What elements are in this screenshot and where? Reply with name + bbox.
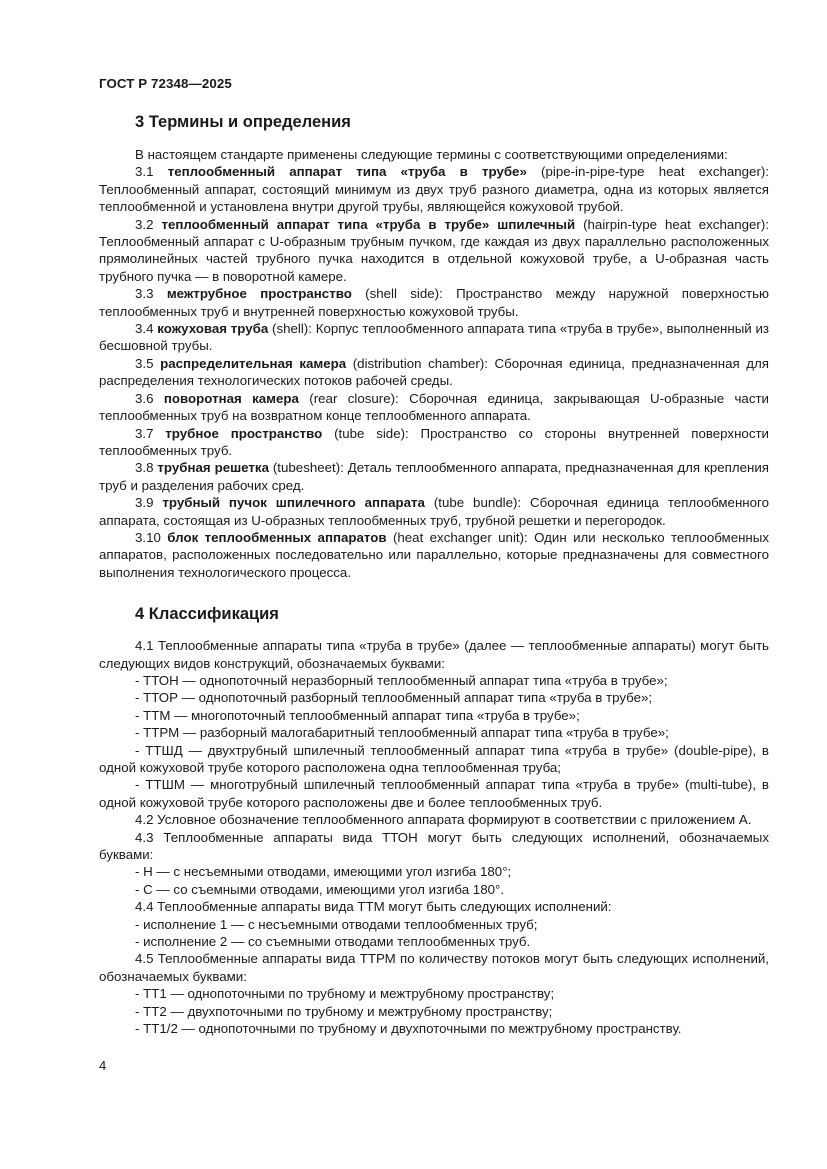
term-number: 3.4	[135, 321, 154, 337]
term-number: 3.5	[135, 355, 154, 371]
page-content	[99, 110, 769, 1038]
list-item: - С — со съемными отводами, имеющими угол изгиба 180°.	[135, 881, 505, 897]
term-number: 3.9	[135, 495, 154, 511]
term-number: 3.8	[135, 460, 154, 476]
term-definition	[99, 216, 769, 286]
term-text: (pipe-in-pipe-type heat exchanger): Теплообменный аппарат, состоящий минимум из двух труб разного диаметра, одна из которых является теплообменной и установлена внутри другой трубы, являющейся кожуховой трубой.	[99, 164, 769, 215]
term-number: 3.1	[135, 164, 154, 180]
term-definition	[99, 390, 769, 425]
ttm-variants-list	[99, 916, 769, 951]
construction-types-list	[99, 672, 769, 811]
page-number: 4	[99, 1058, 107, 1073]
term-definition	[99, 355, 769, 390]
section-4-title: 4 Классификация	[135, 605, 279, 624]
term-definition	[99, 285, 769, 320]
term-name: теплообменный аппарат типа «труба в трубе» шпилечный	[161, 216, 576, 232]
term-name: теплообменный аппарат типа «труба в трубе»	[167, 164, 527, 180]
term-definition	[99, 320, 769, 355]
section-3-title: 3 Термины и определения	[135, 113, 351, 131]
term-name: поворотная камера	[163, 390, 299, 406]
term-name: трубный пучок шпилечного аппарата	[162, 495, 425, 511]
term-text: (hairpin-type heat exchanger): Теплообменный аппарат с U-образным трубным пучком, где каждая из двух параллельно расположенных прямолинейных частей трубного пучка находится в отдельной кожуховой трубе, а U-образная часть трубного пучка — в поворотной камере.	[99, 216, 769, 284]
term-name: трубное пространство	[165, 425, 323, 441]
list-item: - ТТШД — двухтрубный шпилечный теплообменный аппарат типа «труба в трубе» (double-pipe), в одной кожуховой трубе которого расположена одна теплообменная труба;	[99, 742, 769, 775]
term-text: (shell): Корпус теплообменного аппарата типа «труба в трубе», выполненный из бесшовной трубы.	[99, 321, 769, 354]
term-definition	[99, 163, 769, 215]
clause-4-4: 4.4 Теплообменные аппараты вида ТТМ могут быть следующих исполнений:	[135, 899, 612, 915]
term-text: (heat exchanger unit): Один или несколько теплообменных аппаратов, расположенных последовательно или параллельно, которые предназначены для совместного выполнения технологического процесса.	[99, 529, 769, 580]
term-number: 3.10	[135, 529, 161, 545]
term-name: распределительная камера	[160, 355, 347, 371]
list-item: - ТТ1/2 — однопоточными по трубному и двухпоточными по межтрубному пространству.	[135, 1021, 682, 1037]
clause-4-5: 4.5 Теплообменные аппараты вида ТТРМ по количеству потоков могут быть следующих исполнений, обозначаемых буквами:	[99, 951, 769, 984]
list-item: - ТТОР — однопоточный разборный теплообменный аппарат типа «труба в трубе»;	[135, 690, 653, 706]
list-item: - исполнение 2 — со съемными отводами теплообменных труб.	[135, 934, 531, 950]
term-text: (tube side): Пространство со стороны внутренней поверхности теплообменных труб.	[99, 425, 769, 458]
term-number: 3.6	[135, 390, 154, 406]
ttrm-variants-list	[99, 985, 769, 1037]
term-name: межтрубное пространство	[166, 286, 352, 302]
list-item: - Н — с несъемными отводами, имеющими угол изгиба 180°;	[135, 864, 512, 880]
term-number: 3.7	[135, 425, 154, 441]
clause-4-3: 4.3 Теплообменные аппараты вида ТТОН могут быть следующих исполнений, обозначаемых буквами:	[99, 829, 769, 863]
term-text: (distribution chamber): Сборочная единица, предназначенная для распределения технологических потоков рабочей среды.	[99, 355, 770, 389]
term-name: блок теплообменных аппаратов	[167, 529, 387, 545]
terms-list	[99, 163, 769, 581]
term-name: трубная решетка	[157, 460, 269, 476]
term-text: (tube bundle): Сборочная единица теплообменного аппарата, состоящая из U-образных теплообменных труб, трубной решетки и перегородок.	[99, 495, 769, 528]
term-definition	[99, 529, 769, 581]
list-item: - ТТ2 — двухпоточными по трубному и межтрубному пространству;	[135, 1003, 553, 1019]
ttoh-variants-list	[99, 863, 769, 898]
term-definition	[99, 425, 769, 460]
term-number: 3.2	[135, 216, 154, 232]
document-code: ГОСТ Р 72348—2025	[99, 76, 232, 91]
term-number: 3.3	[135, 286, 154, 302]
term-text: (rear closure): Сборочная единица, закрывающая U-образные части теплообменных труб на возвратном конце теплообменного аппарата.	[99, 390, 769, 424]
section-3-intro: В настоящем стандарте применены следующие термины с соответствующими определениями:	[135, 147, 728, 162]
list-item: - ТТ1 — однопоточными по трубному и межтрубному пространству;	[135, 986, 555, 1002]
list-item: - ТТРМ — разборный малогабаритный теплообменный аппарат типа «труба в трубе»;	[135, 725, 669, 741]
term-name: кожуховая труба	[157, 321, 269, 337]
term-text: (shell side): Пространство между наружной поверхностью теплообменных труб и внутренней поверхностью кожуховой трубы.	[99, 286, 769, 319]
term-text: (tubesheet): Деталь теплообменного аппарата, предназначенная для крепления труб и разделения рабочих сред.	[99, 460, 769, 493]
term-definition	[99, 494, 769, 529]
clause-4-1: 4.1 Теплообменные аппараты типа «труба в трубе» (далее — теплообменные аппараты) могут быть следующих видов конструкций, обозначаемых буквами:	[99, 638, 769, 671]
clause-4-2: 4.2 Условное обозначение теплообменного аппарата формируют в соответствии с приложением А.	[135, 812, 752, 828]
list-item: - ТТШМ — многотрубный шпилечный теплообменный аппарат типа «труба в трубе» (multi-tube), в одной кожуховой трубе которого расположены две и более теплообменных труб.	[99, 777, 769, 810]
list-item: - исполнение 1 — с несъемными отводами теплообменных труб;	[135, 916, 538, 932]
list-item: - ТТМ — многопоточный теплообменный аппарат типа «труба в трубе»;	[135, 707, 580, 723]
list-item: - ТТОН — однопоточный неразборный теплообменный аппарат типа «труба в трубе»;	[135, 672, 668, 688]
term-definition	[99, 459, 769, 494]
